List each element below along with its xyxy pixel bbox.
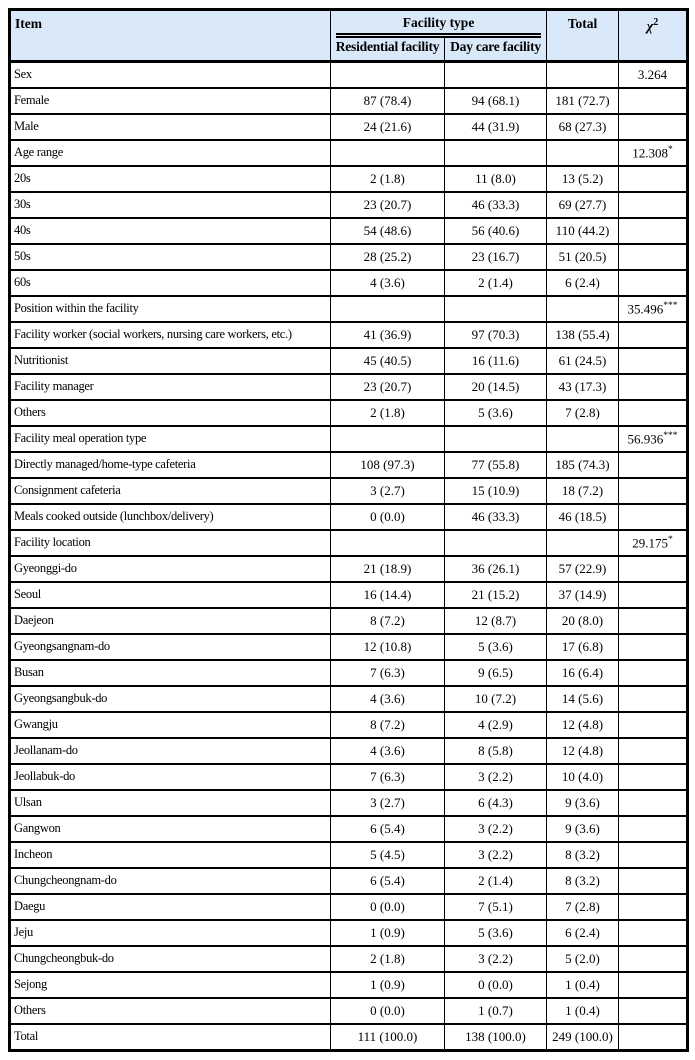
row-label: Ulsan (10, 790, 331, 816)
chi-significance: *** (663, 300, 678, 311)
row-label: Daejeon (10, 608, 331, 634)
table-row (10, 660, 688, 686)
residential-value: 23 (20.7) (331, 192, 445, 218)
residential-value: 111 (100.0) (331, 1024, 445, 1051)
row-label: Facility manager (10, 374, 331, 400)
day-care-value: 97 (70.3) (445, 322, 547, 348)
total-value: 69 (27.7) (547, 192, 619, 218)
table-row (10, 296, 688, 322)
day-care-value: 0 (0.0) (445, 972, 547, 998)
row-label: Seoul (10, 582, 331, 608)
residential-value (331, 61, 445, 88)
residential-value: 3 (2.7) (331, 790, 445, 816)
residential-value: 1 (0.9) (331, 920, 445, 946)
day-care-value: 138 (100.0) (445, 1024, 547, 1051)
total-value: 8 (3.2) (547, 868, 619, 894)
chi-square-value (619, 764, 688, 790)
chi-square-value (619, 790, 688, 816)
total-value: 9 (3.6) (547, 816, 619, 842)
total-value: 249 (100.0) (547, 1024, 619, 1051)
chi-square-value (619, 244, 688, 270)
residential-value (331, 426, 445, 452)
total-value (547, 140, 619, 166)
row-label: Total (10, 1024, 331, 1051)
day-care-value: 16 (11.6) (445, 348, 547, 374)
chi-square-value (619, 348, 688, 374)
residential-value: 1 (0.9) (331, 972, 445, 998)
day-care-value: 56 (40.6) (445, 218, 547, 244)
residential-value: 23 (20.7) (331, 374, 445, 400)
row-label: 30s (10, 192, 331, 218)
row-label: Others (10, 998, 331, 1024)
row-label: 60s (10, 270, 331, 296)
row-label: Consignment cafeteria (10, 478, 331, 504)
day-care-value: 3 (2.2) (445, 842, 547, 868)
total-value: 1 (0.4) (547, 972, 619, 998)
row-label: Meals cooked outside (lunchbox/delivery) (10, 504, 331, 530)
table-row (10, 920, 688, 946)
row-label: Facility location (10, 530, 331, 556)
row-label: Male (10, 114, 331, 140)
residential-value: 7 (6.3) (331, 660, 445, 686)
residential-value: 7 (6.3) (331, 764, 445, 790)
chi-square-value (619, 998, 688, 1024)
row-label: Gyeonggi-do (10, 556, 331, 582)
chi-square-value (619, 634, 688, 660)
row-label: 50s (10, 244, 331, 270)
table-row (10, 504, 688, 530)
total-value: 6 (2.4) (547, 920, 619, 946)
chi-square-value (619, 972, 688, 998)
total-value: 12 (4.8) (547, 712, 619, 738)
total-value (547, 61, 619, 88)
stats-table-container (8, 8, 689, 1052)
table-row (10, 61, 688, 88)
table-header (10, 10, 688, 62)
residential-value: 4 (3.6) (331, 270, 445, 296)
table-row (10, 764, 688, 790)
table-body (10, 61, 688, 1050)
row-label: Age range (10, 140, 331, 166)
residential-value: 2 (1.8) (331, 400, 445, 426)
total-value: 7 (2.8) (547, 400, 619, 426)
row-label: Busan (10, 660, 331, 686)
row-label: Jeollanam-do (10, 738, 331, 764)
table-row (10, 192, 688, 218)
column-header-day-care-facility: Day care facility (445, 38, 547, 61)
row-label: Others (10, 400, 331, 426)
day-care-value: 36 (26.1) (445, 556, 547, 582)
total-value: 20 (8.0) (547, 608, 619, 634)
chi-square-value: 35.496*** (619, 296, 688, 322)
total-value: 12 (4.8) (547, 738, 619, 764)
total-value: 46 (18.5) (547, 504, 619, 530)
chi-square-value (619, 608, 688, 634)
residential-value: 16 (14.4) (331, 582, 445, 608)
total-value: 18 (7.2) (547, 478, 619, 504)
total-value: 51 (20.5) (547, 244, 619, 270)
residential-value (331, 140, 445, 166)
residential-value: 21 (18.9) (331, 556, 445, 582)
total-value: 110 (44.2) (547, 218, 619, 244)
table-row (10, 530, 688, 556)
chi-square-value (619, 270, 688, 296)
residential-value: 5 (4.5) (331, 842, 445, 868)
row-label: Position within the facility (10, 296, 331, 322)
residential-value: 4 (3.6) (331, 738, 445, 764)
day-care-value: 8 (5.8) (445, 738, 547, 764)
residential-value: 6 (5.4) (331, 868, 445, 894)
row-label: Gyeongsangnam-do (10, 634, 331, 660)
residential-value: 8 (7.2) (331, 608, 445, 634)
chi-square-value (619, 946, 688, 972)
total-value (547, 426, 619, 452)
residential-value: 24 (21.6) (331, 114, 445, 140)
chi-square-value: 12.308* (619, 140, 688, 166)
row-label: Chungcheongbuk-do (10, 946, 331, 972)
header-row-1 (10, 10, 688, 38)
chi-square-value (619, 686, 688, 712)
day-care-value: 23 (16.7) (445, 244, 547, 270)
chi-square-value (619, 192, 688, 218)
table-row (10, 686, 688, 712)
row-label: Directly managed/home-type cafeteria (10, 452, 331, 478)
chi-square-value (619, 400, 688, 426)
chi-square-value (619, 842, 688, 868)
facility-statistics-table (8, 8, 689, 1052)
chi-square-value (619, 712, 688, 738)
chi-square-value: 56.936*** (619, 426, 688, 452)
day-care-value (445, 530, 547, 556)
chi-significance: * (668, 144, 673, 155)
column-header-chi-square (619, 10, 688, 62)
facility-type-label: Facility type (336, 11, 541, 38)
table-row (10, 972, 688, 998)
day-care-value (445, 296, 547, 322)
chi-square-value (619, 920, 688, 946)
residential-value (331, 296, 445, 322)
table-row (10, 894, 688, 920)
total-value: 1 (0.4) (547, 998, 619, 1024)
day-care-value: 46 (33.3) (445, 504, 547, 530)
total-value: 7 (2.8) (547, 894, 619, 920)
residential-value: 8 (7.2) (331, 712, 445, 738)
row-label: Chungcheongnam-do (10, 868, 331, 894)
table-row (10, 140, 688, 166)
total-value: 185 (74.3) (547, 452, 619, 478)
residential-value: 54 (48.6) (331, 218, 445, 244)
day-care-value: 5 (3.6) (445, 920, 547, 946)
chi-square-value: 29.175* (619, 530, 688, 556)
chi-square-value (619, 478, 688, 504)
row-label: Facility meal operation type (10, 426, 331, 452)
chi-significance: * (668, 534, 673, 545)
total-value: 6 (2.4) (547, 270, 619, 296)
residential-value: 12 (10.8) (331, 634, 445, 660)
row-label: Facility worker (social workers, nursing care workers, etc.) (10, 322, 331, 348)
day-care-value: 3 (2.2) (445, 946, 547, 972)
residential-value: 0 (0.0) (331, 504, 445, 530)
row-label: 40s (10, 218, 331, 244)
table-row (10, 114, 688, 140)
table-row (10, 270, 688, 296)
table-row (10, 322, 688, 348)
table-row (10, 348, 688, 374)
residential-value: 4 (3.6) (331, 686, 445, 712)
chi-square-value (619, 452, 688, 478)
column-header-item: Item (10, 10, 331, 62)
row-label: Nutritionist (10, 348, 331, 374)
day-care-value: 46 (33.3) (445, 192, 547, 218)
residential-value (331, 530, 445, 556)
row-label: Gangwon (10, 816, 331, 842)
residential-value: 0 (0.0) (331, 998, 445, 1024)
day-care-value: 5 (3.6) (445, 634, 547, 660)
residential-value: 108 (97.3) (331, 452, 445, 478)
chi-square-value (619, 218, 688, 244)
table-row (10, 738, 688, 764)
table-row (10, 452, 688, 478)
chi-significance: *** (663, 430, 678, 441)
table-row (10, 842, 688, 868)
total-value (547, 296, 619, 322)
total-value: 43 (17.3) (547, 374, 619, 400)
chi-square-value (619, 582, 688, 608)
residential-value: 41 (36.9) (331, 322, 445, 348)
table-row (10, 608, 688, 634)
day-care-value: 3 (2.2) (445, 816, 547, 842)
total-value: 61 (24.5) (547, 348, 619, 374)
row-label: Gwangju (10, 712, 331, 738)
table-row (10, 244, 688, 270)
total-value: 9 (3.6) (547, 790, 619, 816)
chi-square-value (619, 816, 688, 842)
column-header-total: Total (547, 10, 619, 62)
chi-square-value (619, 868, 688, 894)
chi-square-value (619, 660, 688, 686)
residential-value: 28 (25.2) (331, 244, 445, 270)
total-value: 68 (27.3) (547, 114, 619, 140)
residential-value: 2 (1.8) (331, 166, 445, 192)
day-care-value: 10 (7.2) (445, 686, 547, 712)
chi-exponent: 2 (653, 17, 659, 28)
table-row (10, 400, 688, 426)
row-label: Sejong (10, 972, 331, 998)
day-care-value: 77 (55.8) (445, 452, 547, 478)
table-row (10, 998, 688, 1024)
chi-square-value (619, 894, 688, 920)
total-value: 138 (55.4) (547, 322, 619, 348)
residential-value: 45 (40.5) (331, 348, 445, 374)
day-care-value: 2 (1.4) (445, 270, 547, 296)
day-care-value: 21 (15.2) (445, 582, 547, 608)
day-care-value: 12 (8.7) (445, 608, 547, 634)
table-row (10, 946, 688, 972)
row-label: Gyeongsangbuk-do (10, 686, 331, 712)
table-row (10, 426, 688, 452)
residential-value: 3 (2.7) (331, 478, 445, 504)
table-row (10, 166, 688, 192)
row-label: Daegu (10, 894, 331, 920)
day-care-value: 11 (8.0) (445, 166, 547, 192)
total-value: 16 (6.4) (547, 660, 619, 686)
table-row (10, 868, 688, 894)
table-row (10, 582, 688, 608)
chi-square-value: 3.264 (619, 61, 688, 88)
table-row (10, 634, 688, 660)
day-care-value: 20 (14.5) (445, 374, 547, 400)
row-label: Jeollabuk-do (10, 764, 331, 790)
table-row (10, 712, 688, 738)
total-value: 181 (72.7) (547, 88, 619, 114)
day-care-value: 44 (31.9) (445, 114, 547, 140)
day-care-value: 94 (68.1) (445, 88, 547, 114)
column-header-facility-type (331, 10, 547, 38)
row-label: 20s (10, 166, 331, 192)
day-care-value: 3 (2.2) (445, 764, 547, 790)
total-value: 57 (22.9) (547, 556, 619, 582)
chi-square-value (619, 88, 688, 114)
chi-square-value (619, 504, 688, 530)
chi-square-value (619, 114, 688, 140)
row-label: Female (10, 88, 331, 114)
total-value: 8 (3.2) (547, 842, 619, 868)
chi-square-value (619, 738, 688, 764)
day-care-value: 6 (4.3) (445, 790, 547, 816)
column-header-residential-facility: Residential facility (331, 38, 445, 61)
chi-square-value (619, 1024, 688, 1051)
chi-square-value (619, 556, 688, 582)
day-care-value: 5 (3.6) (445, 400, 547, 426)
day-care-value: 4 (2.9) (445, 712, 547, 738)
total-value: 17 (6.8) (547, 634, 619, 660)
row-label: Incheon (10, 842, 331, 868)
residential-value: 0 (0.0) (331, 894, 445, 920)
total-value: 5 (2.0) (547, 946, 619, 972)
total-value: 10 (4.0) (547, 764, 619, 790)
chi-symbol: χ (646, 19, 654, 35)
table-row (10, 790, 688, 816)
row-label: Jeju (10, 920, 331, 946)
day-care-value: 15 (10.9) (445, 478, 547, 504)
day-care-value (445, 61, 547, 88)
total-value (547, 530, 619, 556)
table-row (10, 374, 688, 400)
residential-value: 2 (1.8) (331, 946, 445, 972)
table-row (10, 1024, 688, 1051)
day-care-value (445, 140, 547, 166)
row-label: Sex (10, 61, 331, 88)
total-value: 37 (14.9) (547, 582, 619, 608)
day-care-value: 1 (0.7) (445, 998, 547, 1024)
table-row (10, 218, 688, 244)
chi-square-value (619, 374, 688, 400)
table-row (10, 556, 688, 582)
chi-square-value (619, 166, 688, 192)
total-value: 14 (5.6) (547, 686, 619, 712)
table-row (10, 88, 688, 114)
day-care-value: 2 (1.4) (445, 868, 547, 894)
day-care-value: 7 (5.1) (445, 894, 547, 920)
day-care-value (445, 426, 547, 452)
table-row (10, 816, 688, 842)
residential-value: 87 (78.4) (331, 88, 445, 114)
residential-value: 6 (5.4) (331, 816, 445, 842)
chi-square-value (619, 322, 688, 348)
total-value: 13 (5.2) (547, 166, 619, 192)
day-care-value: 9 (6.5) (445, 660, 547, 686)
table-row (10, 478, 688, 504)
